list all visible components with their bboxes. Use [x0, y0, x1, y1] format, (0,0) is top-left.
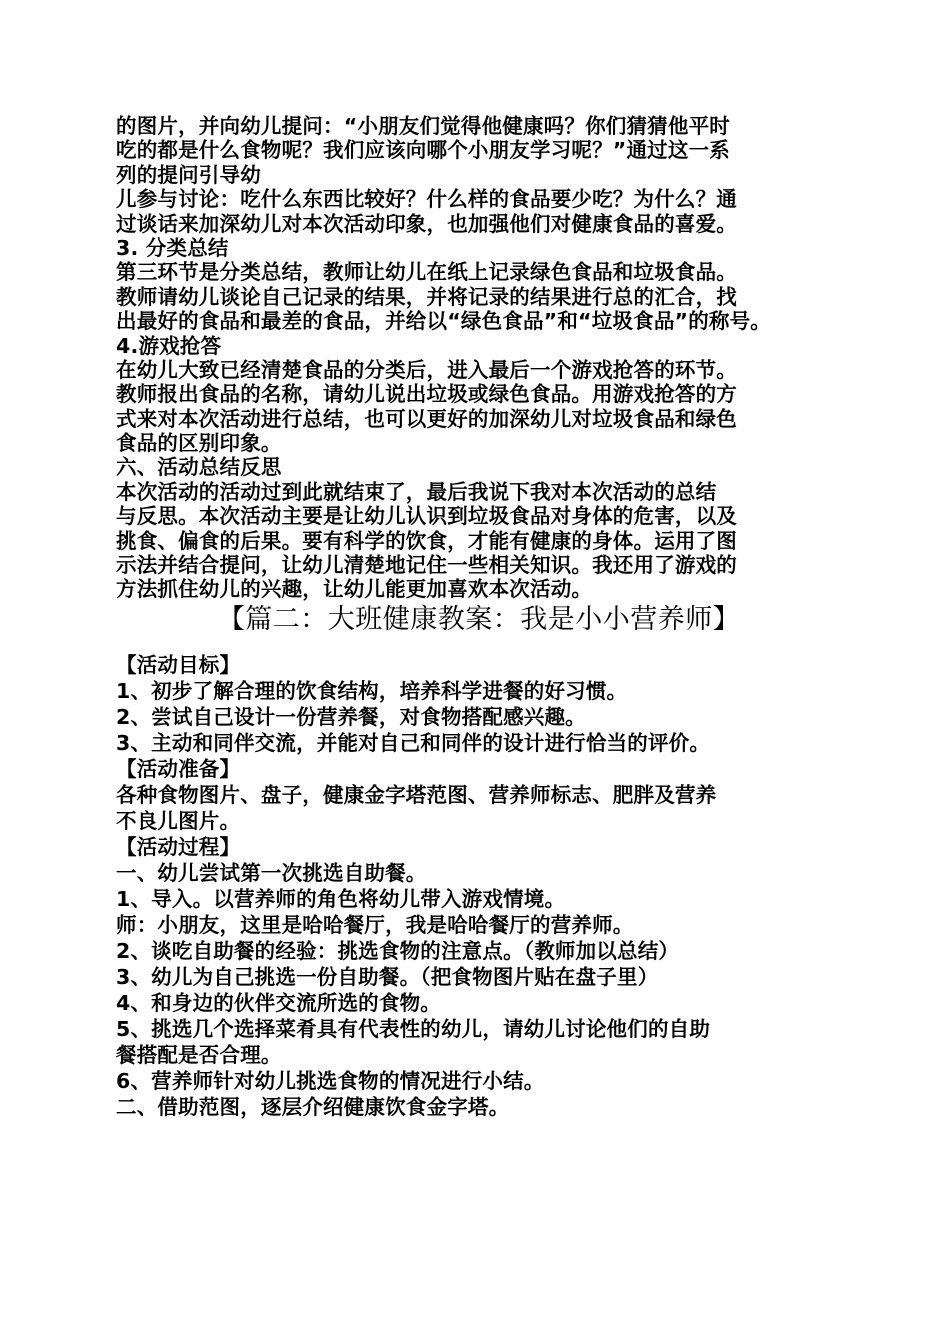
text-line: 第三环节是分类总结，教师让幼儿在纸上记录绿色食品和垃圾食品。: [116, 260, 737, 285]
document-page: [116, 114, 842, 1120]
list-item: 一、幼儿尝试第一次挑选自助餐。: [116, 860, 427, 885]
list-item: 3、主动和同伴交流，并能对自己和同伴的设计进行恰当的评价。: [116, 730, 711, 755]
text-line: 不良儿图片。: [116, 808, 241, 833]
text-line: 的图片，并向幼儿提问：“小朋友们觉得他健康吗？你们猜猜他平时: [116, 114, 730, 138]
text-line: 食品的区别印象。: [116, 431, 282, 456]
text-line: 教师报出食品的名称，请幼儿说出垃圾或绿色食品。用游戏抢答的方: [116, 382, 737, 407]
section-title: 【篇二：大班健康教案：我是小小营养师】: [217, 603, 741, 635]
list-item: 1、初步了解合理的饮食结构，培养科学进餐的好习惯。: [116, 678, 628, 703]
text-line: 方法抓住幼儿的兴趣，让幼儿能更加喜欢本次活动。: [116, 577, 593, 602]
text-line: 列的提问引导幼: [116, 162, 261, 187]
list-item: 1、导入。以营养师的角色将幼儿带入游戏情境。: [116, 886, 566, 911]
heading-reflection: 六、活动总结反思: [116, 455, 282, 480]
heading-activity-prep: 【活动准备】: [116, 756, 241, 781]
text-line: 儿参与讨论：吃什么东西比较好？什么样的食品要少吃？为什么？通: [116, 187, 737, 212]
text-line: 出最好的食品和最差的食品，并给以“绿色食品”和“垃圾食品”的称号。: [116, 309, 771, 334]
text-line: 挑食、偏食的后果。要有科学的饮食，才能有健康的身体。运用了图: [116, 528, 737, 553]
list-item: 2、谈吃自助餐的经验：挑选食物的注意点。（教师加以总结）: [116, 938, 680, 963]
text-line: 在幼儿大致已经清楚食品的分类后，进入最后一个游戏抢答的环节。: [116, 357, 737, 382]
section-one-body: [116, 114, 842, 602]
heading-classify-summary: 3. 分类总结: [116, 235, 229, 260]
list-item: 师：小朋友，这里是哈哈餐厅，我是哈哈餐厅的营养师。: [116, 912, 634, 937]
text-line: 示法并结合提问，让幼儿清楚地记住一些相关知识。我还用了游戏的: [116, 553, 737, 578]
list-item: 二、借助范图，逐层介绍健康饮食金字塔。: [116, 1094, 510, 1119]
spacer: [116, 638, 842, 652]
heading-activity-goals: 【活动目标】: [116, 652, 241, 677]
text-line: 过谈话来加深幼儿对本次活动印象，也加强他们对健康食品的喜爱。: [116, 211, 737, 236]
heading-activity-process: 【活动过程】: [116, 834, 241, 859]
list-item: 6、营养师针对幼儿挑选食物的情况进行小结。: [116, 1068, 545, 1093]
section-two-body: [116, 652, 842, 1120]
text-line: 各种食物图片、盘子，健康金字塔范图、营养师标志、肥胖及营养: [116, 782, 717, 807]
text-line: 式来对本次活动进行总结，也可以更好的加深幼儿对垃圾食品和绿色: [116, 406, 737, 431]
heading-game-quiz: 4.游戏抢答: [116, 333, 222, 358]
text-line: 吃的都是什么食物呢？我们应该向哪个小朋友学习呢？”通过这一系: [116, 138, 730, 163]
list-item: 3、幼儿为自己挑选一份自助餐。（把食物图片贴在盘子里）: [116, 964, 659, 989]
text-line: 教师请幼儿谈论自己记录的结果，并将记录的结果进行总的汇合，找: [116, 284, 737, 309]
list-item: 4、和身边的伙伴交流所选的食物。: [116, 990, 441, 1015]
text-line: 与反思。本次活动主要是让幼儿认识到垃圾食品对身体的危害，以及: [116, 504, 737, 529]
text-line: 餐搭配是否合理。: [116, 1042, 282, 1067]
list-item: 5、挑选几个选择菜肴具有代表性的幼儿，请幼儿讨论他们的自助: [116, 1016, 711, 1041]
list-item: 2、尝试自己设计一份营养餐，对食物搭配感兴趣。: [116, 704, 586, 729]
text-line: 本次活动的活动过到此就结束了，最后我说下我对本次活动的总结: [116, 479, 717, 504]
